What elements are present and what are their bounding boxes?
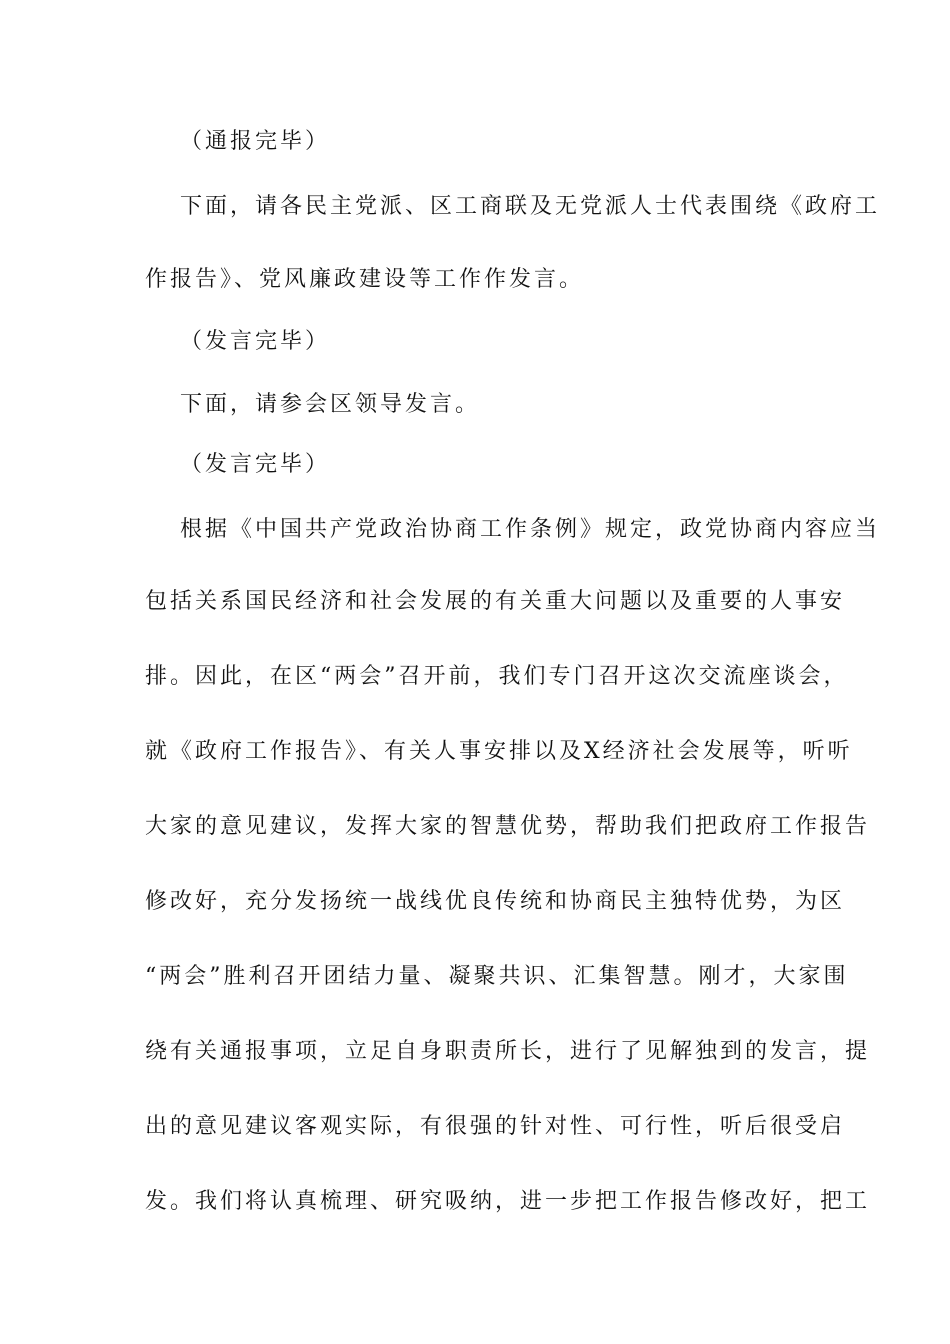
paragraph-line: 修改好，充分发扬统一战线优良传统和协商民主独特优势，为区	[145, 889, 846, 914]
paragraph-notice-end: （通报完毕）	[180, 129, 331, 154]
paragraph-speech-end: （发言完毕）	[180, 329, 331, 354]
paragraph-line: 作报告》、党风廉政建设等工作作发言。	[145, 267, 585, 292]
paragraph-line: 包括关系国民经济和社会发展的有关重大问题以及重要的人事安	[145, 589, 846, 614]
paragraph-line: 根据《中国共产党政治协商工作条例》规定，政党协商内容应当	[180, 517, 881, 542]
paragraph-line: 下面，请各民主党派、区工商联及无党派人士代表围绕《政府工	[180, 194, 881, 219]
paragraph-line: “两会”胜利召开团结力量、凝聚共识、汇集智慧。刚才，大家围	[145, 964, 849, 989]
paragraph-speech-end: （发言完毕）	[180, 452, 331, 477]
paragraph-line: 大家的意见建议，发挥大家的智慧优势，帮助我们把政府工作报告	[145, 814, 871, 839]
paragraph-line: 就《政府工作报告》、有关人事安排以及X经济社会发展等，听听	[145, 739, 853, 764]
paragraph-line: 排。因此，在区“两会”召开前，我们专门召开这次交流座谈会，	[145, 664, 849, 689]
paragraph-line: 出的意见建议客观实际，有很强的针对性、可行性，听后很受启	[145, 1114, 846, 1139]
paragraph-line: 下面，请参会区领导发言。	[180, 392, 481, 417]
paragraph-line: 绕有关通报事项，立足自身职责所长，进行了见解独到的发言，提	[145, 1039, 871, 1064]
paragraph-line: 发。我们将认真梳理、研究吸纳，进一步把工作报告修改好，把工	[145, 1189, 871, 1214]
